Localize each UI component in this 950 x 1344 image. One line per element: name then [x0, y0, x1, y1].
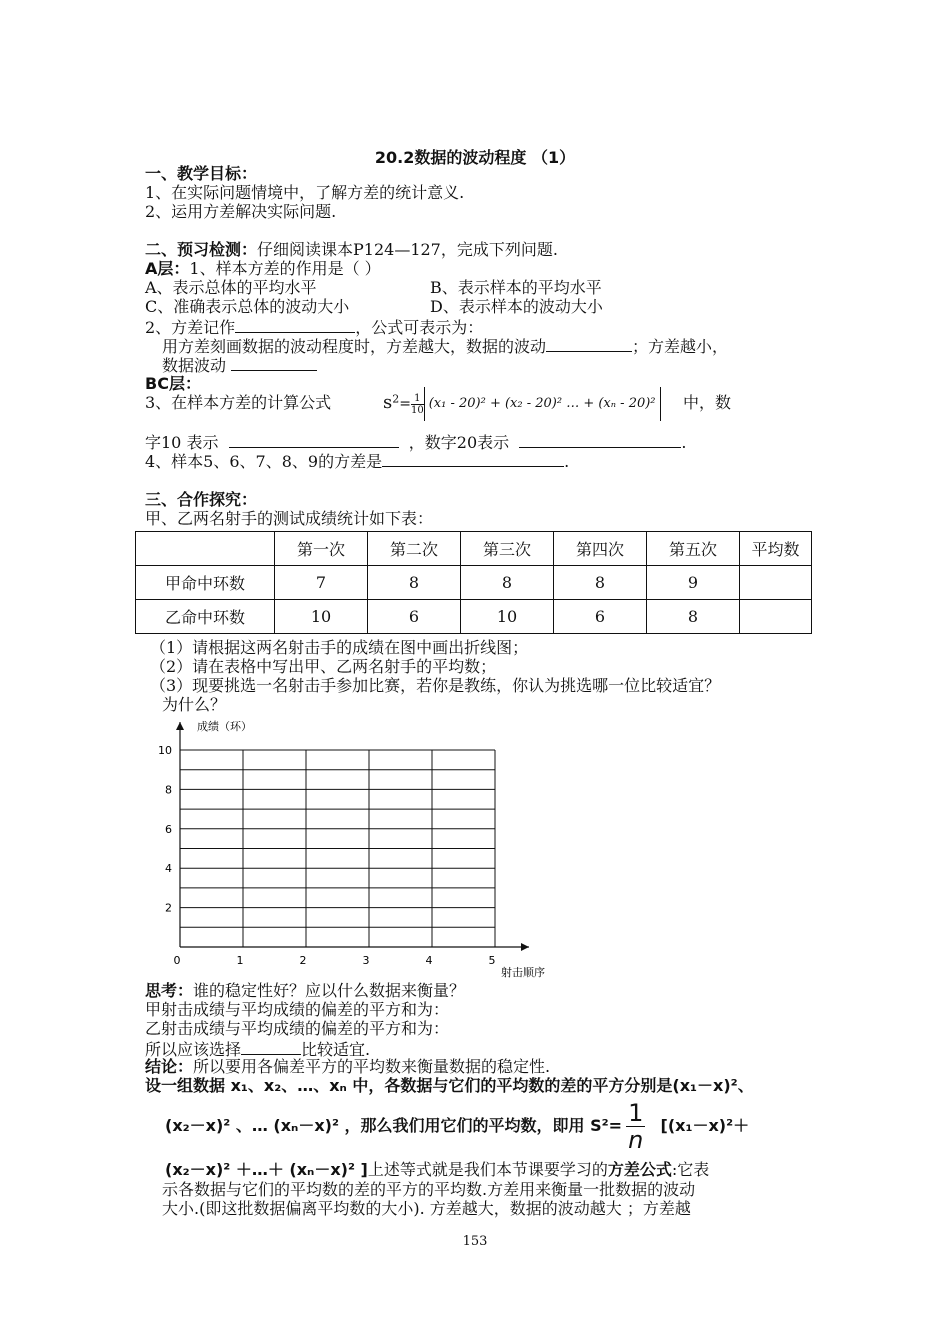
table-header-cell: 平均数: [740, 532, 812, 566]
formula-eq: =: [399, 396, 411, 412]
think-l3b: 比较适宜.: [301, 1040, 371, 1059]
table-cell: 10: [461, 600, 554, 634]
table-cell: 8: [368, 566, 461, 600]
q2-line2a: 用方差刻画数据的波动程度时，方差越大，数据的波动: [162, 337, 547, 356]
think-line-2: 乙射击成绩与平均成绩的偏差的平方和为：: [145, 1019, 450, 1038]
bc-level-label: BC层：: [145, 374, 201, 393]
definition-line-2: [165, 1098, 749, 1154]
def3a: (x₂－x)² ＋…＋ (xₙ－x)² ]: [165, 1160, 368, 1179]
q4-text: 4、样本5、6、7、8、9的方差是: [145, 452, 383, 471]
section2-line: [145, 240, 558, 260]
task-1: （1）请根据这两名射击手的成绩在图中画出折线图；: [150, 638, 529, 657]
think-question: 谁的稳定性好？应以什么数据来衡量？: [193, 981, 466, 1000]
choose-blank[interactable]: [241, 1038, 301, 1055]
x-tick-label: 5: [488, 954, 496, 967]
conclusion-label: 结论：: [145, 1057, 194, 1076]
conclusion-line: [145, 1057, 550, 1077]
q2-part1: 2、方差记作: [145, 318, 236, 337]
y-tick-label: 4: [165, 862, 172, 876]
q3-line2c: .: [681, 433, 687, 452]
formula-body: (x₁ - 20)² + (x₂ - 20)² … + (xₙ - 20)²: [424, 387, 661, 421]
y-tick-label: 10: [158, 744, 172, 757]
x-tick-label: 2: [299, 954, 307, 967]
q1-text: 1、样本方差的作用是（ ）: [189, 259, 381, 278]
q2-blank-2[interactable]: [546, 335, 632, 352]
q2-line3: [162, 354, 317, 376]
task-3: （3）现要挑选一名射击手参加比赛，若你是教练，你认为挑选哪一位比较适宜？: [150, 676, 721, 695]
table-cell: 6: [554, 600, 647, 634]
think-line: [145, 981, 465, 1001]
table-cell: 8: [554, 566, 647, 600]
table-row: [136, 566, 812, 600]
def3c: 方差公式: [607, 1160, 672, 1179]
fraction-num: 1: [628, 1099, 644, 1127]
goal-1: 1、在实际问题情境中，了解方差的统计意义.: [145, 183, 465, 202]
q2-line2b: ；方差越小，: [632, 337, 729, 356]
q4-line: [145, 450, 569, 472]
table-cell: 乙命中环数: [136, 600, 275, 634]
x-axis-arrow: [521, 943, 529, 951]
q3-blank-1[interactable]: [229, 431, 399, 448]
def2b: [(x₁－x)²＋: [660, 1116, 750, 1135]
table-cell: 8: [647, 600, 740, 634]
table-header-row: [136, 532, 812, 566]
option-c: C、准确表示总体的波动大小: [145, 297, 350, 316]
formula-frac-den: 10: [410, 404, 424, 416]
def2a: (x₂－x)² 、… (xₙ－x)² ，那么我们用它们的平均数，即用 S²=: [165, 1116, 623, 1135]
table-header-cell: 第一次: [275, 532, 368, 566]
x-tick-label: 3: [362, 954, 370, 967]
table-header-cell: 第五次: [647, 532, 740, 566]
table-header-cell: 第二次: [368, 532, 461, 566]
variance-formula: [383, 387, 661, 421]
table-cell: 甲命中环数: [136, 566, 275, 600]
section1-heading: 一、教学目标：: [145, 164, 258, 183]
conclusion-text: 所以要用各偏差平方的平均数来衡量数据的稳定性.: [193, 1057, 551, 1076]
formula-fraction: [411, 393, 424, 416]
table-cell: 10: [275, 600, 368, 634]
x-tick-label: 4: [425, 954, 433, 967]
section3-heading: 三、合作探究：: [145, 490, 258, 509]
option-b: B、表示样本的平均水平: [430, 278, 602, 297]
q2-line3-text: 数据波动: [162, 356, 227, 375]
one-over-n-fraction: [626, 1100, 645, 1153]
fraction-den: n: [628, 1126, 644, 1154]
page-title: 20.2数据的波动程度 （1）: [374, 148, 576, 167]
table-row: [136, 600, 812, 634]
q2-part2: ，公式可表示为：: [355, 318, 484, 337]
q2-blank-3[interactable]: [231, 354, 317, 371]
a-level-label: A层：: [145, 259, 190, 278]
think-line-1: 甲射击成绩与平均成绩的偏差的平方和为：: [145, 1000, 450, 1019]
section2-heading: 二、预习检测：: [145, 240, 258, 259]
definition-line-5: 大小.(即这批数据偏离平均数的大小). 方差越大，数据的波动越大 ；方差越: [162, 1199, 691, 1218]
definition-line-1: 设一组数据 x₁、x₂、…、xₙ 中，各数据与它们的平均数的差的平方分别是(x₁－x)²、: [145, 1076, 754, 1095]
formula-sup: 2: [392, 392, 400, 406]
x-axis-label: 射击顺序: [501, 966, 545, 979]
option-a: A、表示总体的平均水平: [145, 278, 317, 297]
table-header-cell: 第四次: [554, 532, 647, 566]
section2-intro: 仔细阅读课本P124—127，完成下列问题.: [257, 240, 558, 259]
section3-intro: 甲、乙两名射手的测试成绩统计如下表：: [145, 509, 434, 528]
x-tick-label: 1: [236, 954, 244, 967]
definition-line-4: 示各数据与它们的平均数的差的平方的平均数.方差用来衡量一批数据的波动: [162, 1180, 696, 1199]
q3-part2: 中，数: [683, 393, 732, 412]
task-3-why: 为什么？: [162, 695, 227, 714]
y-axis-arrow: [176, 722, 184, 730]
q3-part1: 3、在样本方差的计算公式: [145, 393, 332, 412]
goal-2: 2、运用方差解决实际问题.: [145, 202, 337, 221]
y-tick-label: 2: [165, 901, 172, 915]
y-tick-label: 8: [165, 783, 172, 797]
table-cell: 7: [275, 566, 368, 600]
table-cell-average-input[interactable]: [740, 600, 812, 634]
table-header-cell: [136, 532, 275, 566]
table-cell: 8: [461, 566, 554, 600]
option-d: D、表示样本的波动大小: [430, 297, 603, 316]
q2-blank[interactable]: [235, 316, 355, 333]
scores-table: [135, 531, 812, 634]
y-tick-label: 6: [165, 822, 172, 836]
q3-line2b: ，数字20表示: [408, 433, 510, 452]
q4-end: .: [564, 452, 570, 471]
def3d: :它表: [671, 1160, 710, 1179]
y-axis-label: 成绩（环）: [197, 720, 252, 733]
table-cell: 6: [368, 600, 461, 634]
formula-frac-num: 1: [411, 393, 424, 405]
definition-line-3: [165, 1160, 709, 1180]
table-header-cell: 第三次: [461, 532, 554, 566]
table-cell: 9: [647, 566, 740, 600]
think-label: 思考：: [145, 981, 194, 1000]
q3-blank-2[interactable]: [519, 431, 681, 448]
q4-blank[interactable]: [382, 450, 564, 467]
def3b: 上述等式就是我们本节课要学习的: [367, 1160, 608, 1179]
x-tick-label: 0: [173, 954, 181, 967]
table-cell-average-input[interactable]: [740, 566, 812, 600]
formula-lhs: s: [383, 392, 393, 413]
q1-line: [145, 259, 381, 279]
task-2: （2）请在表格中写出甲、乙两名射手的平均数；: [150, 657, 497, 676]
think-l3a: 所以应该选择: [145, 1040, 242, 1059]
q3-line2a: 字10 表示: [145, 433, 219, 452]
page-number: 153: [462, 1234, 488, 1249]
